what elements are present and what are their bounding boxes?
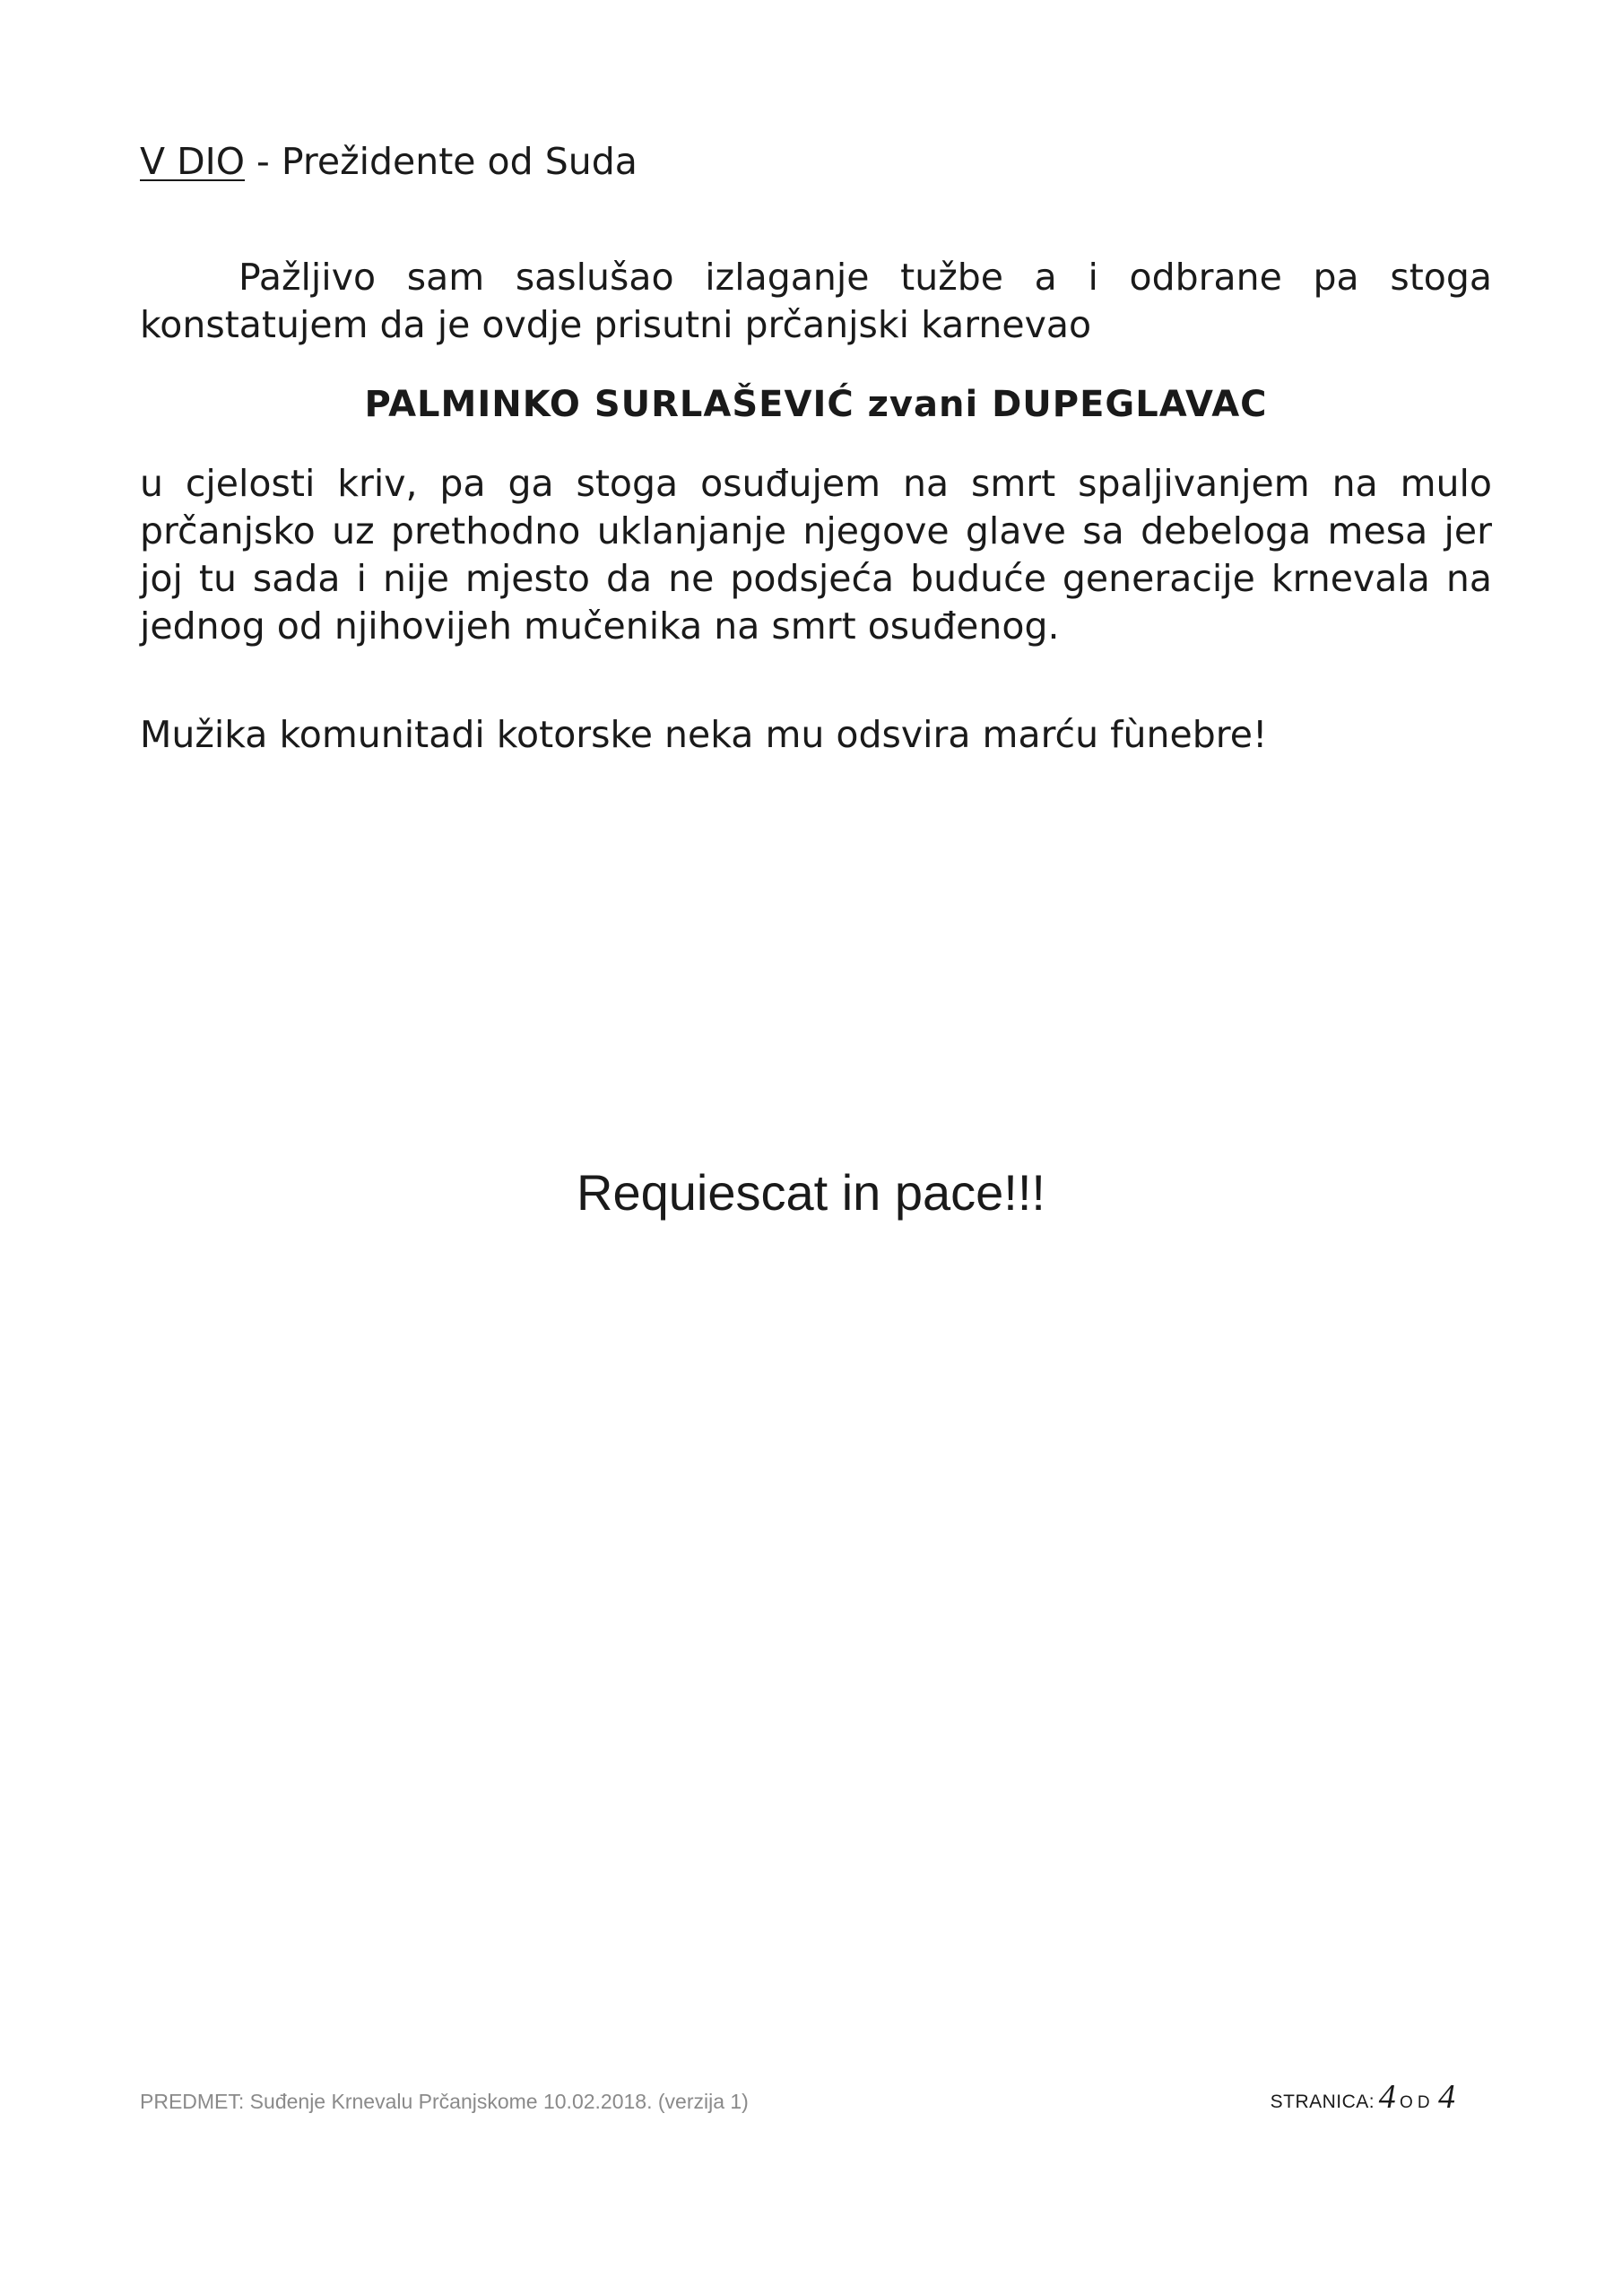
paragraph-music: Mužika komunitadi kotorske neka mu odsvira marću fùnebre! (140, 713, 1268, 756)
page-current: 4 (1378, 2078, 1396, 2116)
defendant-name: PALMINKO SURLAŠEVIĆ zvani DUPEGLAVAC (364, 384, 1268, 425)
paragraph-intro: Pažljivo sam saslušao izlaganje tužbe a i odbrane pa stoga konstatujem da je ovdje prisutni prčanjski karnevao (140, 256, 1492, 346)
page-of-label: OD (1400, 2093, 1435, 2112)
section-title: Prežidente od Suda (281, 140, 638, 183)
page-label: STRANICA: (1270, 2092, 1375, 2112)
page-total: 4 (1438, 2078, 1455, 2116)
footer-subject: PREDMET: Suđenje Krnevalu Prčanjskome 10.02.2018. (verzija 1) (140, 2090, 749, 2113)
section-heading (140, 136, 638, 187)
paragraph-sentence: u cjelosti kriv, pa ga stoga osuđujem na smrt spaljivanjem na mulo prčanjsko uz prethodno uklanjanje njegove glave sa debeloga mesa jer joj tu sada i nije mjesto da ne podsjeća buduće generacije krnevala na jednog od njihovijeh mučenika na smrt osuđenog. (140, 462, 1492, 648)
heading-separator: - (245, 140, 282, 183)
section-part: V DIO (140, 140, 246, 183)
page-number (1271, 2077, 1455, 2117)
closing-line: Requiescat in pace!!! (577, 1164, 1045, 1221)
